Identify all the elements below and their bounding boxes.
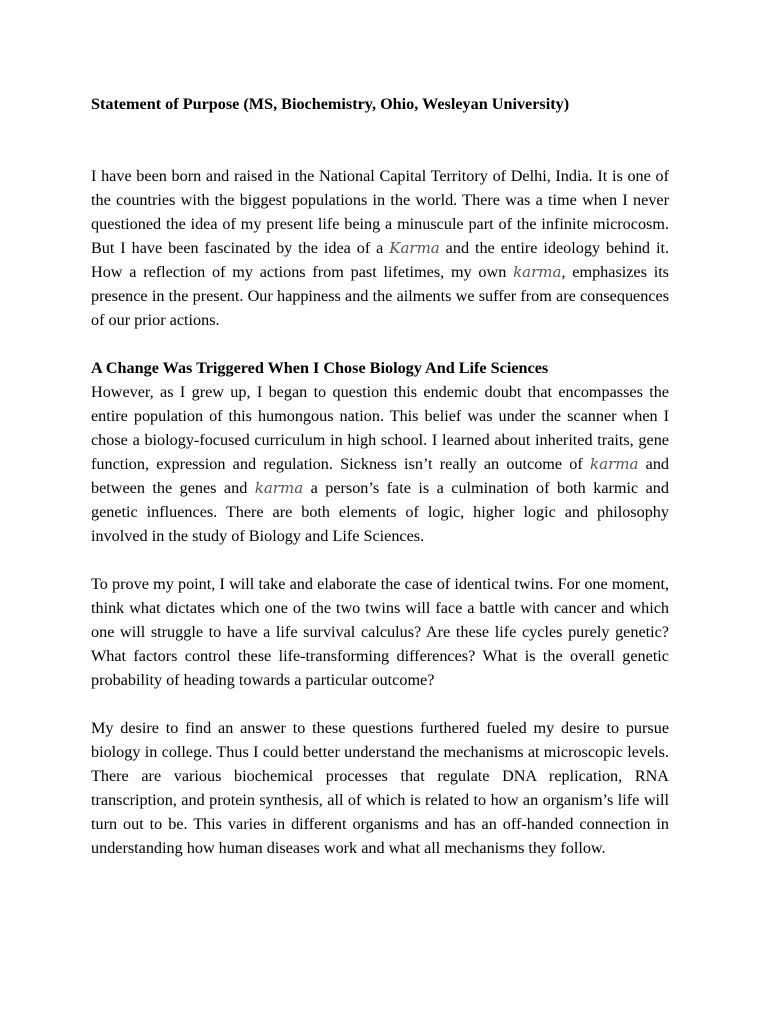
paragraph-biology (91, 380, 669, 548)
karma-term: Karma (389, 239, 440, 257)
paragraph-twins: To prove my point, I will take and elaborate the case of identical twins. For one moment, think what dictates which one of the two twins will face a battle with cancer and which one will struggle to have a life survival calculus? Are these life cycles purely genetic? What factors control these life-transforming differences? What is the overall genetic probability of heading towards a particular outcome? (91, 575, 669, 689)
paragraph-intro-text-a: I have been born and raised in the National Capital Territory of Delhi, India. It is one of the countries with the biggest populations in the world. There was a time when I never questioned the idea of my present life being a minuscule part of the infinite microcosm. But I have been fascinated by the idea of a (91, 167, 669, 257)
section-heading: A Change Was Triggered When I Chose Biology And Life Sciences (91, 359, 549, 377)
karma-term: karma (590, 455, 639, 473)
paragraph-intro-text-c: , emphasizes its presence in the present. Our happiness and the ailments we suffer from are consequences of our prior actions. (91, 263, 669, 329)
paragraph-college: My desire to find an answer to these questions furthered fueled my desire to pursue biology in college. Thus I could better understand the mechanisms at microscopic levels. There are various biochemical processes that regulate DNA replication, RNA transcription, and protein synthesis, all of which is related to how an organism’s life will turn out to be. This varies in different organisms and has an off-handed connection in understanding how human diseases work and what all mechanisms they follow. (91, 719, 669, 857)
paragraph-biology-text-c: a person’s fate is a culmination of both karmic and genetic influences. There are both elements of logic, higher logic and philosophy involved in the study of Biology and Life Sciences. (91, 479, 669, 545)
paragraph-biology-text-a: However, as I grew up, I began to question this endemic doubt that encompasses the entire population of this humongous nation. This belief was under the scanner when I chose a biology-focused curriculum in high school. I learned about inherited traits, gene function, expression and regulation. Sickness isn’t really an outcome of (91, 383, 669, 473)
document-title: Statement of Purpose (MS, Biochemistry, Ohio, Wesleyan University) (91, 95, 570, 113)
karma-term: karma (513, 263, 562, 281)
document-page (91, 92, 669, 884)
paragraph-intro (91, 164, 669, 332)
paragraph-intro-text-b: and the entire ideology behind it. How a reflection of my actions from past lifetimes, my own (91, 239, 669, 281)
paragraph-biology-text-b: and between the genes and (91, 455, 670, 497)
karma-term: karma (254, 479, 304, 497)
